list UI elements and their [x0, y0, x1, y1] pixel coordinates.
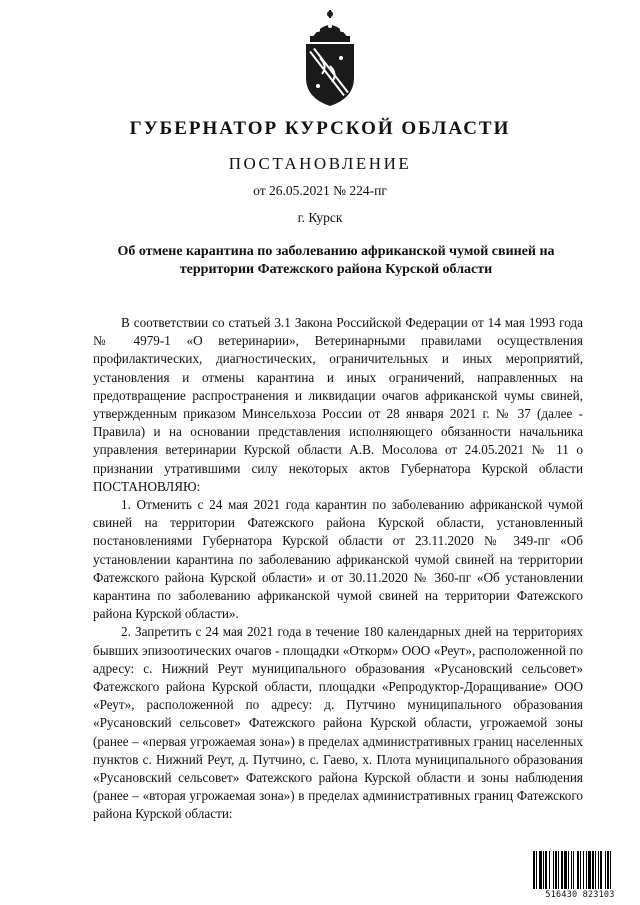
item-1-paragraph: 1. Отменить с 24 мая 2021 года карантин по заболеванию африканской чумой свиней на территории Фатежского района Курской области, установленный постановлениями Губернатора Курской области от 23.11.2020 № 349-пг «Об установлении карантина по заболеванию африканской чумой свиней на территории Фатежского района Курской области» и от 30.11.2020 № 360-пг «Об установлении карантина по заболеванию африканской чумой свиней на территории Фатежского района Курской области». [93, 497, 583, 622]
document-date-number: от 26.05.2021 № 224-пг [253, 183, 387, 198]
issuing-authority-title: ГУБЕРНАТОР КУРСКОЙ ОБЛАСТИ [129, 118, 511, 139]
crown-icon [310, 10, 350, 42]
barcode-number: 516430 823103 [545, 890, 615, 900]
barcode-bars [533, 851, 627, 889]
document-subject [86, 243, 586, 279]
shield-icon [306, 44, 354, 106]
preamble-paragraph: В соответствии со статьей 3.1 Закона Российской Федерации от 14 мая 1993 года № 4979-1 «О ветеринарии», Ветеринарными правилами осуществления профилактических, диагностических, ограничительных и иных мероприятий, установления и отмены карантина и иных ограничений, направленных на предотвращение распространения и ликвидации очагов африканской чумы свиней, утвержденным приказом Минсельхоза России от 28 января 2021 г. № 37 (далее - Правила) и на основании представления исполняющего обязанности начальника управления ветеринарии Курской области А.В. Мосолова от 24.05.2021 № 11 о признании утратившими силу некоторых актов Губернатора Курской области ПОСТАНОВЛЯЮ: [93, 315, 583, 494]
subject-line-1: Об отмене карантина по заболеванию африканской чумой свиней на [117, 244, 555, 259]
document-type: ПОСТАНОВЛЕНИЕ [228, 154, 412, 173]
barcode [533, 851, 627, 900]
document-body [93, 314, 583, 824]
subject-line-2: территории Фатежского района Курской области [179, 262, 493, 277]
document-city: г. Курск [297, 210, 343, 225]
coat-of-arms-emblem [298, 8, 362, 108]
item-2-paragraph: 2. Запретить с 24 мая 2021 года в течение 180 календарных дней на территориях бывших эпизоотических очагов - площадки «Откорм» ООО «Реут», расположенной по адресу: с. Нижний Реут муниципального образования «Русановский сельсовет» Фатежского района Курской области, площадки «Репродуктор-Доращивание» ООО «Реут», расположенной по адресу: д. Путчино муниципального образования «Русановский сельсовет» Фатежского района Курской области, угрожаемой зоны (ранее – «первая угрожаемая зона») в пределах административных границ населенных пунктов с. Нижний Реут, д. Путчино, с. Гаево, х. Плота муниципального образования «Русановский сельсовет» Фатежского района Курской области и зоны наблюдения (ранее – «вторая угрожаемая зона») в пределах административных границ Фатежского района Курской области: [93, 624, 583, 822]
